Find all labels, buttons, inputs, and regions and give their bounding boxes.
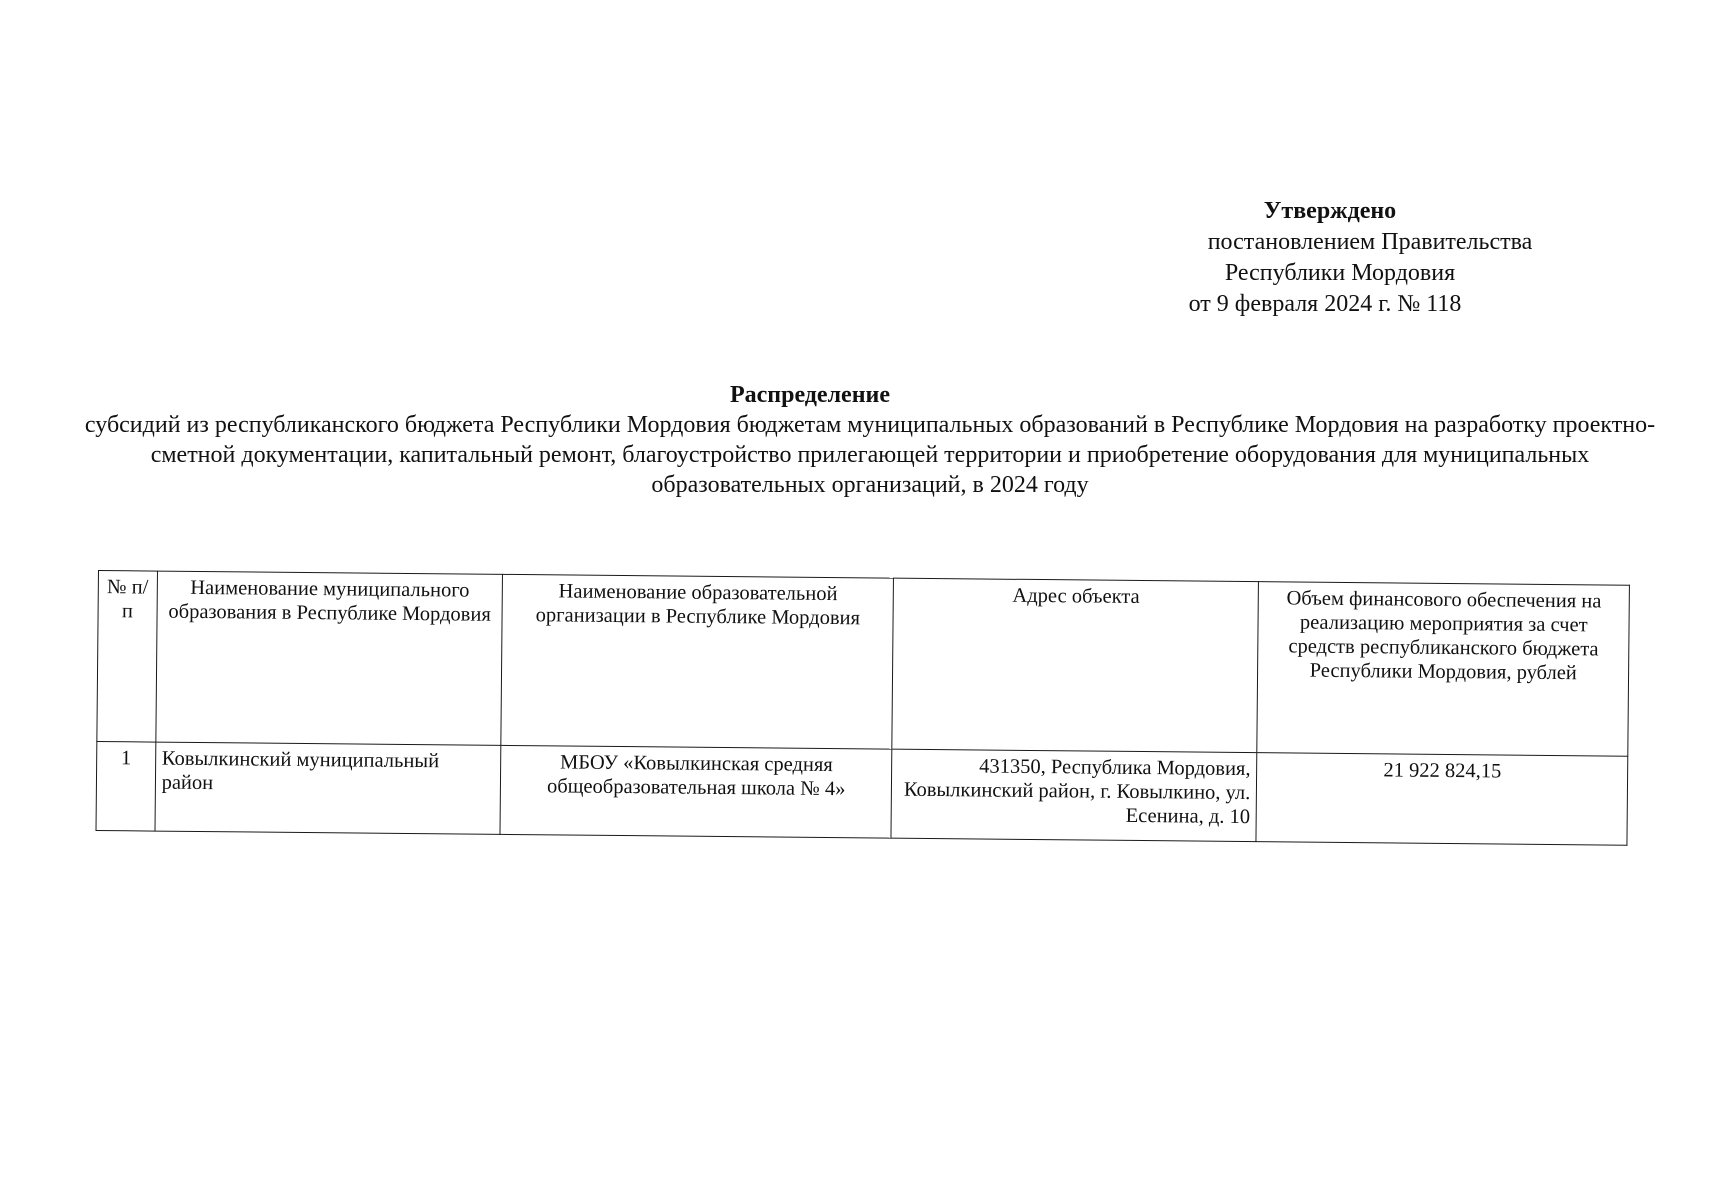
header-amount: Объем финансового обеспечения на реализацию мероприятия за счет средств республиканского бюджета Республики Мордовия, рублей bbox=[1257, 582, 1629, 757]
approval-line-republic: Республики Мордовия bbox=[1224, 260, 1456, 286]
table-row bbox=[96, 741, 1628, 845]
document-title: Распределение bbox=[729, 382, 891, 408]
approval-title: Утверждено bbox=[1263, 198, 1397, 224]
cell-address: 431350, Республика Мордовия, Ковылкинский район, г. Ковылкино, ул. Есенина, д. 10 bbox=[891, 749, 1257, 842]
cell-amount: 21 922 824,15 bbox=[1256, 753, 1627, 846]
document-heading bbox=[80, 380, 1660, 500]
approval-line-date: от 9 февраля 2024 г. № 118 bbox=[1188, 291, 1462, 317]
header-number: № п/п bbox=[97, 571, 157, 743]
cell-number: 1 bbox=[96, 741, 156, 831]
cell-municipality: Ковылкинский муниципальный район bbox=[155, 742, 502, 834]
distribution-table-wrapper bbox=[95, 570, 1629, 846]
header-address: Адрес объекта bbox=[892, 578, 1259, 752]
header-organization: Наименование образовательной организации в Республике Мордовия bbox=[501, 574, 893, 749]
distribution-table bbox=[95, 570, 1629, 846]
header-municipality: Наименование муниципального образования в Республике Мордовия bbox=[156, 571, 503, 745]
document-subtitle: субсидий из республиканского бюджета Республики Мордовия бюджетам муниципальных образований в Республике Мордовия на разработку проектно-сметной документации, капитальный ремонт, благоустройство прилегающей территории и приобретение оборудования для муниципальных образовательных организаций, в 2024 году bbox=[84, 412, 1656, 498]
table-header-row bbox=[97, 571, 1630, 757]
approval-stamp bbox=[1150, 196, 1620, 320]
cell-organization: МБОУ «Ковылкинская средняя общеобразовательная школа № 4» bbox=[500, 745, 892, 838]
approval-line-government: постановлением Правительства bbox=[1207, 229, 1533, 255]
